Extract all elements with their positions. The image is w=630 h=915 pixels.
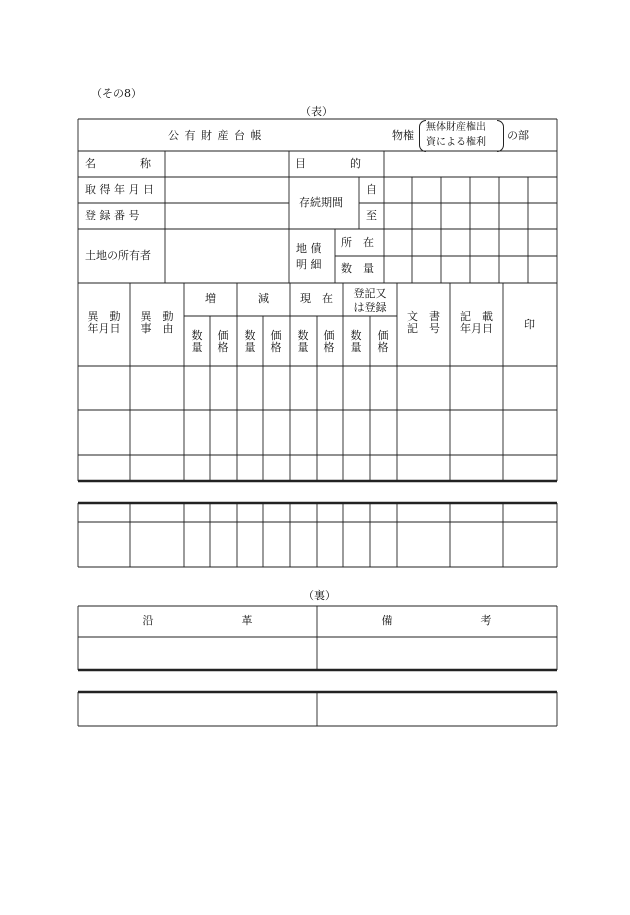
debt-details-line-1: 地 債 — [296, 242, 322, 255]
decrease-qty-header: 数量 — [244, 329, 256, 354]
quantity-label: 数 量 — [341, 262, 374, 275]
page-title: 公 有 財 産 台 帳 — [168, 129, 263, 142]
location-label: 所 在 — [341, 236, 374, 249]
duration-label: 存続期間 — [299, 196, 343, 209]
current-header: 現 在 — [300, 292, 333, 305]
document-code-header: 文 書 記 号 — [407, 310, 440, 335]
back-side-label: （裏） — [303, 589, 336, 602]
category-line-2: 資による権利 — [426, 137, 486, 148]
history-header: 沿 革 — [142, 614, 253, 627]
debt-details-line-2: 明 細 — [296, 258, 322, 271]
change-date-header: 異 動 年月日 — [87, 310, 121, 335]
register-price-header: 価格 — [377, 329, 389, 354]
register-qty-header: 数量 — [350, 329, 362, 354]
from-label: 自 — [366, 183, 377, 196]
increase-header: 増 — [205, 292, 216, 305]
category-line-1: 無体財産権出 — [426, 122, 486, 133]
decrease-header: 減 — [258, 292, 269, 305]
registration-number-label: 登 録 番 号 — [85, 209, 140, 222]
name-label: 名 称 — [85, 157, 151, 170]
land-owner-label: 土地の所有者 — [85, 249, 151, 262]
increase-price-header: 価格 — [217, 329, 229, 354]
to-label: 至 — [366, 209, 377, 222]
purpose-label: 目 的 — [295, 157, 361, 170]
seal-header: 印 — [524, 318, 535, 331]
current-qty-header: 数量 — [297, 329, 309, 354]
acquisition-date-label: 取 得 年 月 日 — [85, 183, 154, 196]
form-number: （その8） — [91, 87, 142, 100]
increase-qty-header: 数量 — [191, 329, 203, 354]
category-prefix: 物権 — [392, 129, 414, 142]
change-reason-header: 異 動 事 由 — [140, 310, 174, 335]
register-header-line-1: 登記又 — [353, 287, 387, 300]
current-price-header: 価格 — [323, 329, 335, 354]
remarks-header: 備 考 — [381, 614, 492, 627]
entry-date-header: 記 載 年月日 — [460, 310, 493, 335]
decrease-price-header: 価格 — [270, 329, 282, 354]
front-side-label: （表） — [300, 105, 333, 118]
category-suffix: の部 — [507, 129, 529, 142]
register-header-line-2: は登録 — [353, 301, 387, 314]
